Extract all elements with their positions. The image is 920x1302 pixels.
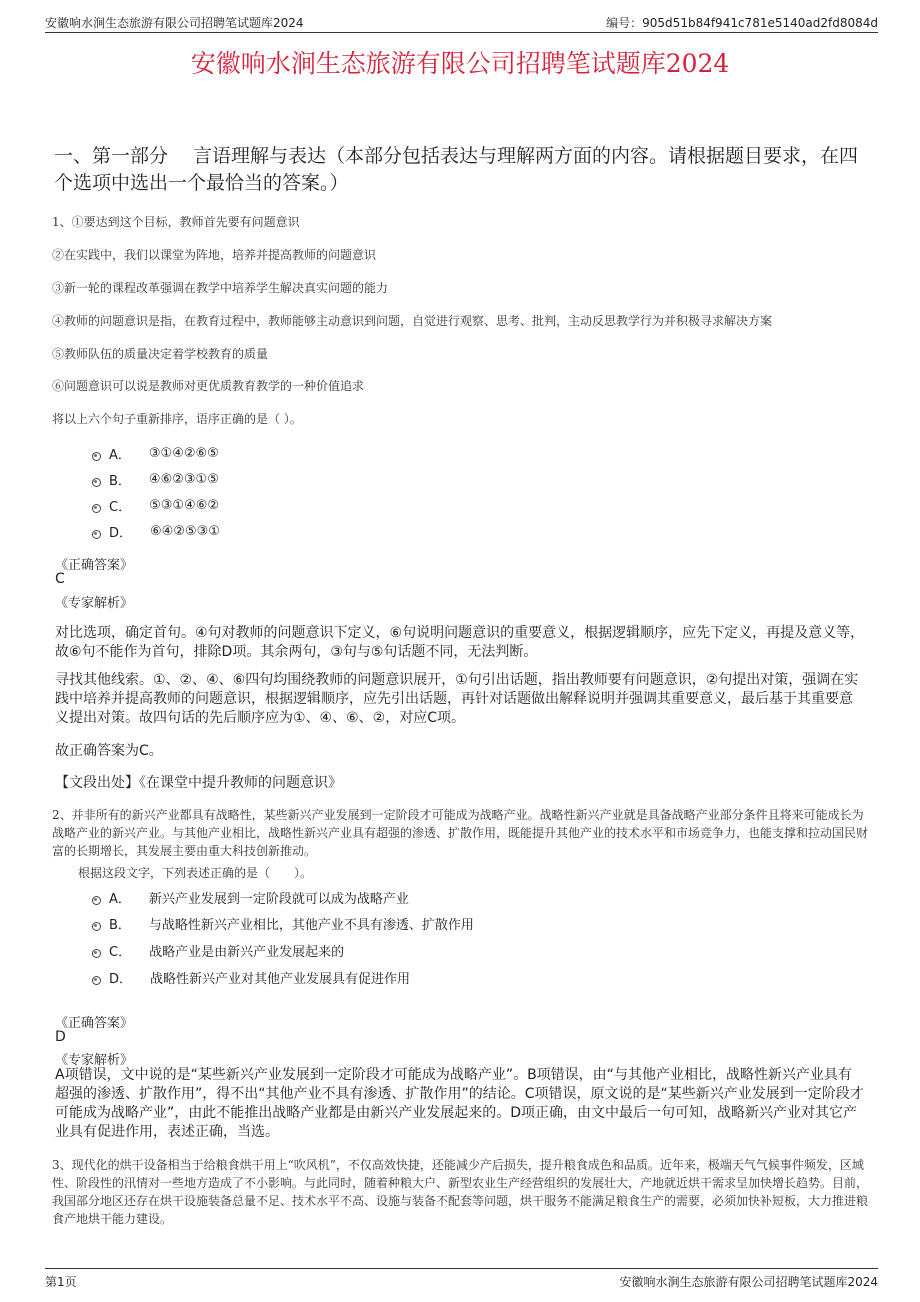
q1-sentence-5: ⑤教师队伍的质量决定着学校教育的质量 (52, 347, 269, 361)
q2-option-b[interactable]: B． 与战略性新兴产业相比，其他产业不具有渗透、扩散作用 (92, 913, 474, 933)
q2-prompt: 根据这段文字，下列表述正确的是（ ）。 (78, 866, 313, 880)
q1-sentence-3: ③新一轮的课程改革强调在教学中培养学生解决真实问题的能力 (52, 281, 389, 295)
radio-icon (92, 922, 101, 931)
q2-analysis-label: 《专家解析》 (55, 1053, 134, 1068)
header-doc-number: 编号：905d51b84f941c781e5140ad2fd8084d (606, 16, 878, 30)
header-title: 安徽响水涧生态旅游有限公司招聘笔试题库2024 (45, 16, 304, 30)
q1-source: 【文段出处】《在课堂中提升教师的问题意识》 (55, 775, 342, 791)
page-header (45, 12, 878, 33)
radio-icon (92, 478, 101, 487)
q1-analysis-label: 《专家解析》 (55, 596, 134, 611)
q2-stem: 2、并非所有的新兴产业都具有战略性，某些新兴产业发展到一定阶段才可能成为战略产业。战略性新兴产业就是具备战略产业部分条件且将来可能成长为战略产业的新兴产业。与其他产业相比，战略性新兴产业具有超强的渗透、扩散作用，既能提升其他产业的技术水平和市场竞争力，也能支撑和拉动国民财富的长期增长，其发展主要由重大科技创新推动。 (52, 808, 869, 858)
q1-answer-label: 《正确答案》 (55, 558, 134, 573)
q1-answer: C (55, 571, 65, 587)
q2-option-d[interactable]: D． 战略性新兴产业对其他产业发展具有促进作用 (92, 967, 410, 987)
radio-icon (92, 530, 101, 539)
radio-icon (92, 976, 101, 985)
q2-option-c[interactable]: C． 战略产业是由新兴产业发展起来的 (92, 940, 344, 960)
q2-answer: D (55, 1029, 66, 1045)
q1-prompt: 将以上六个句子重新排序，语序正确的是（ ）。 (52, 412, 302, 426)
q2-option-a[interactable]: A． 新兴产业发展到一定阶段就可以成为战略产业 (92, 887, 409, 907)
footer-title: 安徽响水涧生态旅游有限公司招聘笔试题库2024 (619, 1275, 878, 1289)
section-heading: 一、第一部分 言语理解与表达（本部分包括表达与理解两方面的内容。请根据题目要求，在四个选项中选出一个最恰当的答案。） (54, 145, 859, 194)
q1-sentence-1: 1、①要达到这个目标，教师首先要有问题意识 (52, 215, 300, 229)
radio-icon (92, 896, 101, 905)
q2-answer-label: 《正确答案》 (55, 1016, 134, 1031)
radio-icon (92, 452, 101, 461)
q1-option-c[interactable]: C． ⑤③①④⑥② (92, 495, 219, 515)
q1-sentence-2: ②在实践中，我们以课堂为阵地，培养并提高教师的问题意识 (52, 248, 377, 262)
page-footer (45, 1268, 878, 1289)
q1-analysis-1: 对比选项，确定首句。④句对教师的问题意识下定义，⑥句说明问题意识的重要意义，根据逻辑顺序，应先下定义，再提及意义等，故⑥句不能作为首句，排除D项。其余两句，③句与⑤句话题不同，无法判断。 (55, 625, 865, 660)
q3-stem: 3、现代化的烘干设备相当于给粮食烘干用上“吹风机”，不仅高效快捷，还能减少产后损失，提升粮食成色和品质。近年来，极端天气气候事件频发，区域性、阶段性的汛情对一些地方造成了不小影响。与此同时，随着种粮大户、新型农业生产经营组织的发展壮大，产地就近烘干需求呈加快增长趋势。目前，我国部分地区还存在烘干设施装备总量不足、技术水平不高、设施与装备不配套等问题，烘干服务不能满足粮食生产的需要，必须加快补短板，大力推进粮食产地烘干能力建设。 (52, 1158, 869, 1226)
q1-option-a[interactable]: A． ③①④②⑥⑤ (92, 443, 219, 463)
page-title: 安徽响水涧生态旅游有限公司招聘笔试题库2024 (190, 49, 730, 78)
page-number: 第1页 (45, 1275, 77, 1289)
q1-option-b[interactable]: B． ④⑥②③①⑤ (92, 469, 219, 489)
q1-sentence-4: ④教师的问题意识是指，在教育过程中，教师能够主动意识到问题，自觉进行观察、思考、批判，主动反思教学行为并积极寻求解决方案 (52, 314, 773, 328)
radio-icon (92, 504, 101, 513)
q1-analysis-2: 寻找其他线索。①、②、④、⑥四句均围绕教师的问题意识展开，①句引出话题，指出教师要有问题意识，②句提出对策，强调在实践中培养并提高教师的问题意识，根据逻辑顺序，应先引出话题，再针对话题做出解释说明并强调其重要意义，最后基于其重要意义提出对策。故四句话的先后顺序应为①、④、⑥、②，对应C项。 (55, 672, 859, 726)
q1-analysis-3: 故正确答案为C。 (55, 743, 163, 759)
radio-icon (92, 949, 101, 958)
q1-sentence-6: ⑥问题意识可以说是教师对更优质教育教学的一种价值追求 (52, 379, 365, 393)
q1-option-d[interactable]: D． ⑥④②⑤③① (92, 521, 220, 541)
q2-analysis: A项错误，文中说的是“某些新兴产业发展到一定阶段才可能成为战略产业”。B项错误，由“与其他产业相比，战略性新兴产业具有超强的渗透、扩散作用”，得不出“其他产业不具有渗透、扩散作用”的结论。C项错误，原文说的是“某些新兴产业发展到一定阶段才可能成为战略产业”，由此不能推出战略产业都是由新兴产业发展起来的。D项正确，由文中最后一句可知，战略新兴产业对其它产业具有促进作用，表述正确，当选。 (55, 1067, 864, 1140)
